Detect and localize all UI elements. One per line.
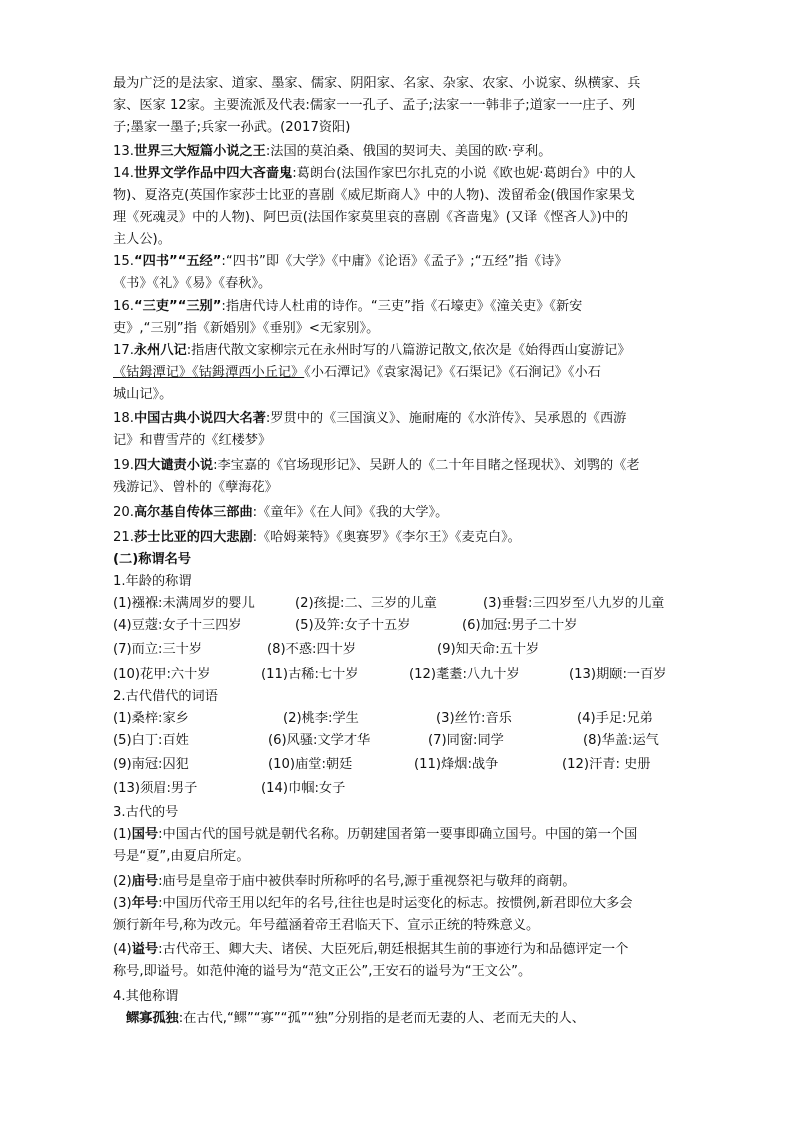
term-item: (12)耄耋:八九十岁 bbox=[409, 667, 520, 682]
term-item: (3)垂髫:三四岁至八九岁的儿童 bbox=[483, 596, 665, 611]
item-number: (2) bbox=[113, 874, 132, 889]
shihao-entry bbox=[113, 940, 628, 960]
term-item: (11)古稀:七十岁 bbox=[261, 667, 359, 682]
section-title: (二)称谓名号 bbox=[113, 552, 191, 567]
text-line: 城山记》。 bbox=[113, 387, 173, 402]
text-line: 子;墨家一墨子;兵家一孙武。(2017资阳) bbox=[113, 120, 351, 135]
term-item: (9)知天命:五十岁 bbox=[437, 642, 540, 657]
term-row bbox=[113, 709, 683, 729]
item-text: :中国古代的国号就是朝代名称。历朝建国者第一要事即确立国号。中国的第一个国 bbox=[158, 827, 638, 842]
term-row bbox=[113, 779, 683, 799]
term-item: (2)桃李:学生 bbox=[283, 711, 359, 726]
item-text: :指唐代散文家柳宗元在永州时写的八篇游记散文,依次是《始得西山宴游记》 bbox=[186, 343, 631, 358]
age-row bbox=[113, 594, 683, 614]
item-number: 20. bbox=[113, 505, 134, 520]
term-row bbox=[113, 755, 683, 775]
text-line: 号是“夏”,由夏启所定。 bbox=[113, 849, 250, 864]
subsection-heading: 3.古代的号 bbox=[113, 805, 179, 820]
item-20 bbox=[113, 503, 448, 523]
item-number: 19. bbox=[113, 458, 134, 473]
item-title: 中国古典小说四大名著 bbox=[133, 411, 266, 426]
item-number: 18. bbox=[113, 411, 134, 426]
item-17 bbox=[113, 341, 631, 361]
item-text: :李宝嘉的《官场现形记》、吴趼人的《二十年目睹之怪现状》、刘鹗的《老 bbox=[213, 458, 640, 473]
item-number: 14. bbox=[113, 166, 134, 181]
term-item: (12)汗青: 史册 bbox=[562, 757, 651, 772]
term-item: (1)桑梓:家乡 bbox=[113, 711, 189, 726]
item-title: 谥号 bbox=[131, 942, 159, 957]
item-number: 21. bbox=[113, 530, 134, 545]
age-row bbox=[113, 640, 683, 660]
term-item: (7)而立:三十岁 bbox=[113, 642, 203, 657]
text-line: 称号,即谥号。如范仲淹的谥号为“范文正公”,王安石的谥号为“王文公”。 bbox=[113, 964, 532, 979]
term-item: (6)风骚:文学才华 bbox=[268, 733, 371, 748]
term-item: (1)襁褓:未满周岁的婴儿 bbox=[113, 596, 255, 611]
item-title: 国号 bbox=[131, 827, 159, 842]
item-text: :葛朗台(法国作家巴尔扎克的小说《欧也妮·葛朗台》中的人 bbox=[292, 166, 636, 181]
text-line: 家、医家 12家。主要流派及代表:儒家一一孔子、孟子;法家一一韩非子;道家一一庄子、列 bbox=[113, 98, 636, 113]
text-line bbox=[113, 363, 601, 383]
text-line: 物)、夏洛克(英国作家莎士比亚的喜剧《威尼斯商人》中的人物)、泼留希金(俄国作家果戈 bbox=[113, 188, 635, 203]
text-line: 最为广泛的是法家、道家、墨家、儒家、阴阳家、名家、杂家、农家、小说家、纵横家、兵 bbox=[113, 76, 641, 91]
item-18 bbox=[113, 409, 626, 429]
item-number: 16. bbox=[113, 299, 134, 314]
item-title: 年号 bbox=[131, 896, 159, 911]
miaohao-entry bbox=[113, 872, 576, 892]
item-title: 鳏寡孤独 bbox=[126, 1011, 179, 1026]
term-item: (7)同窗:同学 bbox=[428, 733, 504, 748]
term-item: (4)豆蔻:女子十三四岁 bbox=[113, 618, 242, 633]
nianhao-entry bbox=[113, 894, 632, 914]
item-title: “三吏”“三别” bbox=[133, 299, 222, 314]
item-text: :中国历代帝王用以纪年的名号,往往也是时运变化的标志。按惯例,新君即位大多会 bbox=[158, 896, 633, 911]
item-number: 13. bbox=[113, 144, 134, 159]
guohao-entry bbox=[113, 825, 637, 845]
term-item: (10)花甲:六十岁 bbox=[113, 667, 211, 682]
item-13 bbox=[113, 142, 551, 162]
text-line: 残游记》、曾朴的《孽海花》 bbox=[113, 480, 278, 495]
term-item: (4)手足:兄弟 bbox=[577, 711, 653, 726]
text-line: 记》和曹雪芹的《红楼梦》 bbox=[113, 433, 272, 448]
subsection-heading: 1.年龄的称谓 bbox=[113, 574, 192, 589]
item-number: (3) bbox=[113, 896, 132, 911]
item-number: (4) bbox=[113, 942, 132, 957]
item-21 bbox=[113, 528, 521, 548]
item-title: 世界三大短篇小说之王 bbox=[133, 144, 266, 159]
item-title: “四书”“五经” bbox=[133, 254, 222, 269]
underlined-title: 《钴鉧潭记》 bbox=[113, 365, 193, 380]
item-14 bbox=[113, 164, 636, 184]
item-15 bbox=[113, 252, 568, 272]
other-entry bbox=[126, 1009, 585, 1029]
subsection-heading: 2.古代借代的词语 bbox=[113, 689, 218, 704]
item-text: :指唐代诗人杜甫的诗作。“三吏”指《石壕吏》《潼关吏》《新安 bbox=[221, 299, 583, 314]
item-number: 15. bbox=[113, 254, 134, 269]
item-text: :《童年》《在人间》《我的大学》。 bbox=[252, 505, 449, 520]
item-text: :“四书”即《大学》《中庸》《论语》《孟子》;“五经”指《诗》 bbox=[221, 254, 568, 269]
item-title: 高尔基自传体三部曲 bbox=[133, 505, 253, 520]
term-item: (13)期颐:一百岁 bbox=[569, 667, 667, 682]
item-title: 四大谴责小说 bbox=[133, 458, 214, 473]
term-item: (14)巾帼:女子 bbox=[261, 781, 346, 796]
term-item: (3)丝竹:音乐 bbox=[436, 711, 512, 726]
term-item: (9)南冠:囚犯 bbox=[113, 757, 189, 772]
item-text: :罗贯中的《三国演义》、施耐庵的《水浒传》、吴承恩的《西游 bbox=[265, 411, 627, 426]
item-text: :在古代,“鳏”“寡”“孤”“独”分别指的是老而无妻的人、老而无夫的人、 bbox=[178, 1011, 585, 1026]
item-title: 莎士比亚的四大悲剧 bbox=[133, 530, 253, 545]
age-row bbox=[113, 616, 683, 636]
term-item: (2)孩提:二、三岁的儿童 bbox=[295, 596, 437, 611]
item-number: (1) bbox=[113, 827, 132, 842]
term-row bbox=[113, 731, 683, 751]
item-title: 庙号 bbox=[131, 874, 159, 889]
term-item: (8)华盖:运气 bbox=[583, 733, 659, 748]
subsection-heading: 4.其他称谓 bbox=[113, 989, 179, 1004]
text-line: 《书》《礼》《易》《春秋》。 bbox=[113, 276, 272, 291]
term-item: (5)及笄:女子十五岁 bbox=[295, 618, 411, 633]
item-text: 《小石潭记》《袁家渴记》《石渠记》《石涧记》《小石 bbox=[304, 365, 601, 380]
item-text: :法国的莫泊桑、俄国的契诃夫、美国的欧·亨利。 bbox=[265, 144, 552, 159]
item-number: 17. bbox=[113, 343, 134, 358]
item-title: 永州八记 bbox=[133, 343, 187, 358]
term-item: (8)不惑:四十岁 bbox=[267, 642, 357, 657]
item-text: :庙号是皇帝于庙中被供奉时所称呼的名号,源于重视祭祀与敬拜的商朝。 bbox=[158, 874, 576, 889]
text-line: 主人公)。 bbox=[113, 232, 171, 247]
age-row bbox=[113, 665, 683, 685]
item-title: 世界文学作品中四大吝啬鬼 bbox=[133, 166, 293, 181]
text-line: 颁行新年号,称为改元。年号蕴涵着帝王君临天下、宣示正统的特殊意义。 bbox=[113, 918, 540, 933]
underlined-title: 《钴鉧潭西小丘记》 bbox=[192, 365, 305, 380]
text-line: 理《死魂灵》中的人物)、阿巴贡(法国作家莫里哀的喜剧《吝啬鬼》(又译《悭吝人》)中的 bbox=[113, 210, 629, 225]
item-19 bbox=[113, 456, 640, 476]
item-text: :古代帝王、卿大夫、诸侯、大臣死后,朝廷根据其生前的事迹行为和品德评定一个 bbox=[158, 942, 629, 957]
term-item: (11)烽烟:战争 bbox=[414, 757, 499, 772]
text-line: 吏》,“三别”指《新婚别》《垂别》<无家别》。 bbox=[113, 321, 380, 336]
term-item: (13)须眉:男子 bbox=[113, 781, 198, 796]
term-item: (6)加冠:男子二十岁 bbox=[462, 618, 578, 633]
term-item: (5)白丁:百姓 bbox=[113, 733, 189, 748]
term-item: (10)庙堂:朝廷 bbox=[268, 757, 353, 772]
item-text: :《哈姆莱特》《奥赛罗》《李尔王》《麦克白》。 bbox=[252, 530, 521, 545]
item-16 bbox=[113, 297, 582, 317]
